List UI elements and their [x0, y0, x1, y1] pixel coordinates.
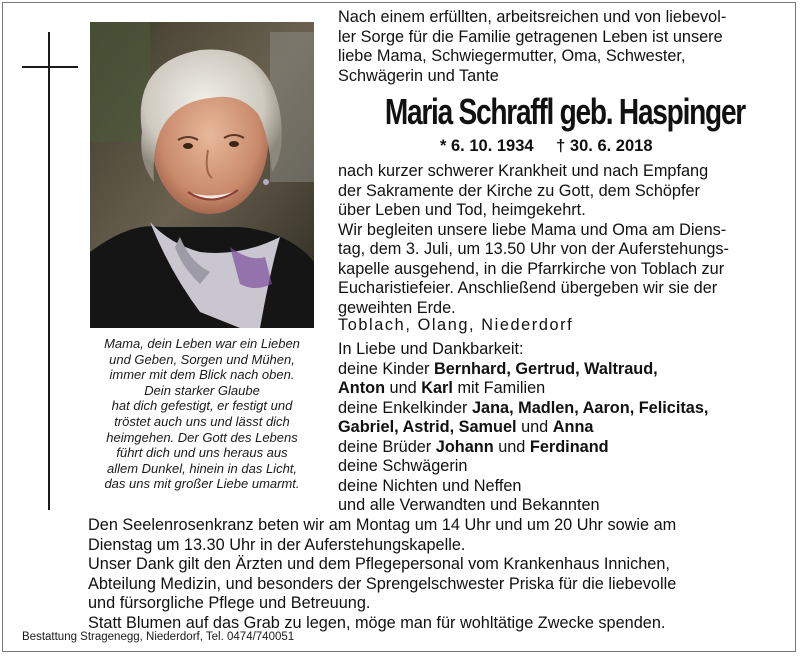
- closing-line: Den Seelenrosenkranz beten wir am Montag um 14 Uhr und um 20 Uhr sowie am: [88, 516, 677, 534]
- death-date: † 30. 6. 2018: [556, 137, 653, 155]
- poem-line: Dein starker Glaube: [144, 382, 260, 398]
- birth-date: * 6. 10. 1934: [440, 137, 534, 155]
- relatives-line: und alle Verwandten und Bekannten: [338, 496, 600, 514]
- deceased-name: Maria Schraffl geb. Haspinger: [384, 91, 745, 132]
- poem-line: hat dich gefestigt, er festigt und: [111, 398, 293, 414]
- intro-line: Schwägerin und Tante: [338, 66, 499, 85]
- intro-text: [338, 8, 778, 86]
- main-line: kapelle ausgehend, in die Pfarrkirche von Toblach zur: [338, 259, 725, 278]
- children-line-1: deine Kinder Bernhard, Gertrud, Waltraud,: [338, 359, 658, 378]
- closing-line: Unser Dank gilt den Ärzten und dem Pflegepersonal vom Krankenhaus Innichen,: [88, 555, 670, 573]
- sister-in-law-line: deine Schwägerin: [338, 457, 468, 475]
- mourners-list: [338, 340, 778, 516]
- funeral-home-footer: Bestattung Stragenegg, Niederdorf, Tel. 0474/740051: [22, 631, 295, 643]
- portrait-photo: [90, 22, 314, 328]
- intro-line: Nach einem erfüllten, arbeitsreichen und von liebevol-: [338, 8, 727, 26]
- main-line: der Sakramente der Kirche zu Gott, dem Schöpfer: [338, 181, 700, 200]
- life-dates: [440, 137, 653, 156]
- nieces-nephews-line: deine Nichten und Neffen: [338, 476, 522, 495]
- closing-line: Abteilung Medizin, und besonders der Sprengelschwester Priska für die liebevolle: [88, 574, 677, 593]
- mourners-heading: In Liebe und Dankbarkeit:: [338, 340, 524, 358]
- brothers-line: deine Brüder Johann und Ferdinand: [338, 437, 609, 456]
- main-line: über Leben und Tod, heimgekehrt.: [338, 201, 586, 219]
- closing-text: [88, 516, 778, 633]
- poem-line: Mama, dein Leben war ein Lieben: [104, 336, 300, 351]
- main-line: geweihten Erde.: [338, 298, 456, 317]
- poem-line: und Geben, Sorgen und Mühen,: [109, 351, 295, 367]
- intro-line: ler Sorge für die Familie getragenen Leben ist unsere: [338, 27, 723, 46]
- main-line: Wir begleiten unsere liebe Mama und Oma am Diens-: [338, 220, 727, 239]
- grandchildren-line-2: Gabriel, Astrid, Samuel und Anna: [338, 418, 594, 436]
- main-line: tag, dem 3. Juli, um 13.50 Uhr von der Auferstehungs-: [338, 240, 729, 258]
- poem-line: das uns mit großer Liebe umarmt.: [104, 476, 300, 492]
- intro-line: liebe Mama, Schwiegermutter, Oma, Schwester,: [338, 47, 686, 65]
- poem: [86, 336, 318, 492]
- main-line: Eucharistiefeier. Anschließend übergeben wir sie der: [338, 279, 718, 297]
- main-text: [338, 162, 778, 318]
- children-line-2: Anton und Karl mit Familien: [338, 379, 546, 397]
- poem-line: allem Dunkel, hinein in das Licht,: [106, 460, 298, 476]
- poem-line: heimgehen. Der Gott des Lebens: [106, 429, 298, 445]
- poem-line: führt dich und uns heraus aus: [116, 445, 288, 461]
- closing-line: und fürsorgliche Pflege und Betreuung.: [88, 594, 371, 612]
- closing-line: Dienstag um 13.30 Uhr in der Auferstehungskapelle.: [88, 535, 466, 554]
- places: Toblach, Olang, Niederdorf: [338, 316, 574, 334]
- main-line: nach kurzer schwerer Krankheit und nach Empfang: [338, 162, 709, 180]
- grandchildren-line-1: deine Enkelkinder Jana, Madlen, Aaron, Felicitas,: [338, 398, 709, 417]
- poem-line: immer mit dem Blick nach oben.: [109, 367, 295, 383]
- closing-line: Statt Blumen auf das Grab zu legen, möge man für wohltätige Zwecke spenden.: [88, 613, 666, 632]
- poem-line: tröstet auch uns und lässt dich: [114, 413, 290, 429]
